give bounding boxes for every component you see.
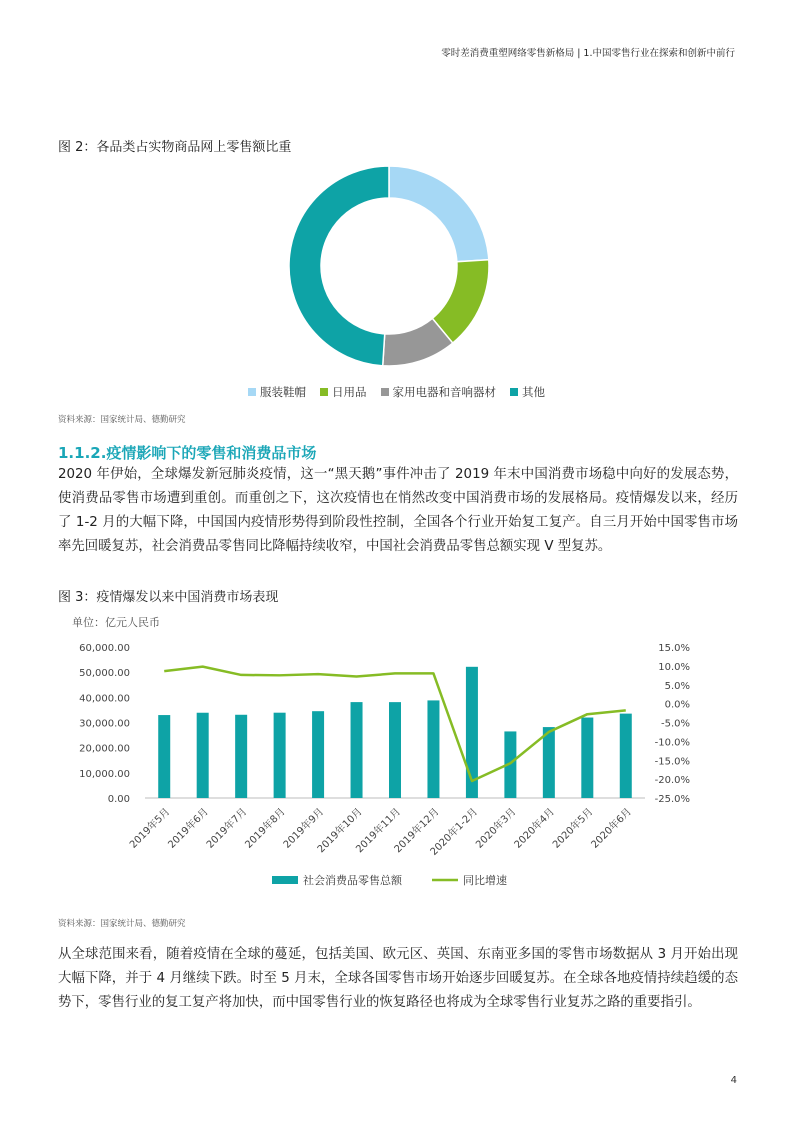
legend-swatch bbox=[248, 388, 256, 396]
legend-swatch-bar bbox=[272, 876, 298, 884]
y-right-tick: -25.0% bbox=[654, 794, 690, 805]
legend-label: 其他 bbox=[522, 385, 545, 399]
x-tick-label: 2019年5月 bbox=[127, 806, 173, 851]
x-tick-label: 2019年11月 bbox=[354, 806, 404, 856]
x-tick-label: 2020年3月 bbox=[474, 806, 519, 851]
y-left-tick: 60,000.00 bbox=[79, 643, 130, 654]
x-tick-label: 2019年10月 bbox=[315, 806, 365, 856]
donut-slice bbox=[289, 166, 389, 366]
unit-label: 单位：亿元人民币 bbox=[72, 616, 160, 629]
x-tick-label: 2019年9月 bbox=[281, 806, 327, 851]
legend-label: 家用电器和音响器材 bbox=[392, 385, 496, 399]
y-right-tick: 15.0% bbox=[658, 643, 690, 654]
bar bbox=[312, 711, 324, 798]
figure2-source: 资料来源：国家统计局、德勤研究 bbox=[58, 415, 186, 425]
bar bbox=[581, 718, 593, 798]
bar bbox=[158, 715, 170, 798]
section-title: 1.1.2.疫情影响下的零售和消费品市场 bbox=[58, 444, 317, 462]
bar bbox=[274, 713, 286, 798]
figure3-source: 资料来源：国家统计局、德勤研究 bbox=[58, 919, 186, 929]
y-left-tick: 50,000.00 bbox=[79, 668, 130, 680]
x-tick-label: 2020年6月 bbox=[589, 806, 634, 851]
combo-chart bbox=[0, 610, 793, 910]
bar bbox=[543, 727, 555, 798]
y-right-tick: 0.0% bbox=[664, 699, 690, 711]
legend-label: 同比增速 bbox=[463, 874, 507, 887]
y-right-tick: -20.0% bbox=[654, 775, 690, 787]
bar bbox=[427, 700, 439, 798]
x-tick-label: 2020年4月 bbox=[512, 806, 557, 851]
figure2-title: 图 2：各品类占实物商品网上零售额比重 bbox=[58, 140, 292, 155]
legend-swatch bbox=[510, 388, 518, 396]
section-paragraph: 2020 年伊始，全球爆发新冠肺炎疫情，这一“黑天鹅”事件冲击了 2019 年末中国消费市场稳中向好的发展态势，使消费品零售市场遭到重创。而重创之下，这次疫情也在悄然改变中国消费市场的发展格局。疫情爆发以来，经历了 1-2 月的大幅下降，中国国内疫情形势得到阶段性控制，全国各个行业开始复工复产。自三月开始中国零售市场率先回暖复苏，社会消费品零售同比降幅持续收窄，中国社会消费品零售总额实现 V 型复苏。 bbox=[58, 467, 738, 554]
bar bbox=[235, 715, 247, 798]
y-left-tick: 10,000.00 bbox=[79, 768, 130, 780]
y-right-tick: 10.0% bbox=[658, 661, 690, 673]
bar bbox=[197, 713, 209, 798]
closing-paragraph: 从全球范围来看，随着疫情在全球的蔓延，包括美国、欧元区、英国、东南亚多国的零售市场数据从 3 月开始出现大幅下降，并于 4 月继续下跌。时至 5 月末，全球各国零售市场开始逐步回暖复苏。在全球各地疫情持续趋缓的态势下，零售行业的复工复产将加快，而中国零售行业的恢复路径也将成为全球零售行业复苏之路的重要指引。 bbox=[58, 947, 738, 1010]
y-left-tick: 0.00 bbox=[107, 794, 130, 805]
y-left-tick: 30,000.00 bbox=[79, 718, 130, 730]
legend-label: 社会消费品零售总额 bbox=[303, 874, 402, 887]
y-right-tick: 5.0% bbox=[664, 680, 690, 692]
donut-chart bbox=[0, 150, 793, 390]
bar bbox=[620, 714, 632, 798]
legend-swatch bbox=[381, 388, 389, 396]
legend-item bbox=[510, 384, 545, 400]
donut-slice bbox=[389, 166, 489, 262]
page-number: 4 bbox=[730, 1075, 737, 1086]
bar bbox=[389, 702, 401, 798]
running-header: 零时差消费重塑网络零售新格局 | 1.中国零售行业在探索和创新中前行 bbox=[441, 48, 735, 59]
x-tick-label: 2019年6月 bbox=[166, 806, 211, 851]
y-right-tick: -10.0% bbox=[654, 737, 690, 749]
y-left-tick: 40,000.00 bbox=[79, 693, 130, 705]
x-tick-label: 2019年7月 bbox=[204, 806, 250, 851]
legend-label: 服装鞋帽 bbox=[260, 385, 306, 399]
donut-legend bbox=[0, 384, 793, 400]
legend-item bbox=[320, 384, 367, 400]
figure3-title: 图 3：疫情爆发以来中国消费市场表现 bbox=[58, 590, 279, 605]
legend-item bbox=[248, 384, 306, 400]
legend-item bbox=[381, 384, 497, 400]
y-left-tick: 20,000.00 bbox=[79, 743, 130, 755]
x-tick-label: 2019年8月 bbox=[243, 806, 288, 851]
x-tick-label: 2020年5月 bbox=[551, 806, 596, 851]
x-tick-label: 2019年12月 bbox=[392, 806, 442, 856]
legend-label: 日用品 bbox=[332, 385, 367, 399]
x-tick-label: 2020年1-2月 bbox=[428, 806, 481, 858]
bar bbox=[351, 702, 363, 798]
legend-swatch bbox=[320, 388, 328, 396]
y-right-tick: -5.0% bbox=[660, 718, 690, 730]
y-right-tick: -15.0% bbox=[654, 756, 690, 768]
